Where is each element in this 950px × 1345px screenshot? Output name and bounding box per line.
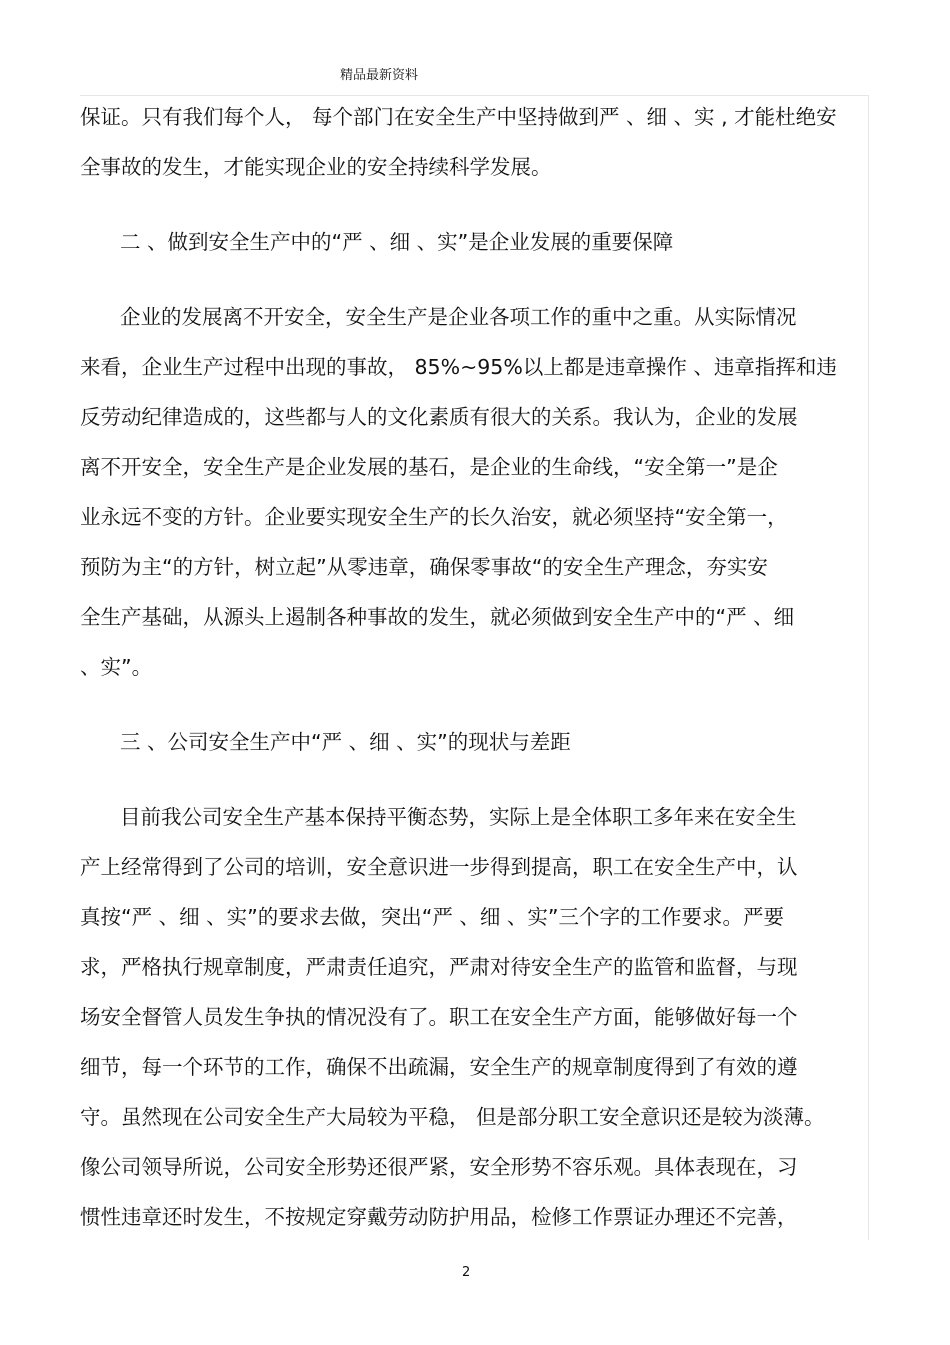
text-line: 全事故的发生，才能实现企业的安全持续科学发展。: [80, 155, 552, 179]
page-number: 2: [462, 1265, 471, 1280]
text-line: 守。虽然现在公司安全生产大局较为平稳， 但是部分职工安全意识还是较为淡薄。: [80, 1105, 825, 1129]
text-line: 离不开安全，安全生产是企业发展的基石，是企业的生命线，“安全第一”是企: [80, 455, 778, 479]
section-heading: 二 、做到安全生产中的“严 、细 、实”是企业发展的重要保障: [120, 230, 674, 254]
text-line: 、实”。: [80, 655, 153, 679]
text-line: 预防为主“的方针，树立起”从零违章，确保零事故“的安全生产理念，夯实安: [80, 555, 768, 579]
page-frame-right-border: [868, 95, 869, 1240]
text-line: 真按“严 、细 、实”的要求去做，突出“严 、细 、实”三个字的工作要求。严要: [80, 905, 785, 929]
text-line: 目前我公司安全生产基本保持平衡态势，实际上是全体职工多年来在安全生: [120, 805, 797, 829]
text-line: 惯性违章还时发生，不按规定穿戴劳动防护用品，检修工作票证办理还不完善，: [80, 1205, 798, 1229]
text-line: 企业的发展离不开安全，安全生产是企业各项工作的重中之重。从实际情况: [120, 305, 797, 329]
text-line: 反劳动纪律造成的，这些都与人的文化素质有很大的关系。我认为，企业的发展: [80, 405, 798, 429]
text-line: 产上经常得到了公司的培训，安全意识进一步得到提高，职工在安全生产中，认: [80, 855, 798, 879]
text-line: 来看，企业生产过程中出现的事故， 85%~95%以上都是违章操作 、违章指挥和违: [80, 355, 837, 379]
text-line: 场安全督管人员发生争执的情况没有了。职工在安全生产方面，能够做好每一个: [80, 1005, 798, 1029]
page-frame-top-border: [80, 95, 869, 96]
text-line: 业永远不变的方针。企业要实现安全生产的长久治安，就必须坚持“安全第一，: [80, 505, 788, 529]
page-header-label: 精品最新资料: [340, 68, 419, 83]
text-line: 像公司领导所说，公司安全形势还很严紧，安全形势不容乐观。具体表现在，习: [80, 1155, 798, 1179]
section-heading: 三 、公司安全生产中“严 、细 、实”的现状与差距: [120, 730, 571, 754]
text-line: 求，严格执行规章制度，严肃责任追究，严肃对待安全生产的监管和监督，与现: [80, 955, 798, 979]
text-line: 保证。只有我们每个人， 每个部门在安全生产中坚持做到严 、细 、实 , 才能杜绝安: [80, 105, 837, 129]
text-line: 细节，每一个环节的工作，确保不出疏漏，安全生产的规章制度得到了有效的遵: [80, 1055, 798, 1079]
text-line: 全生产基础，从源头上遏制各种事故的发生，就必须做到安全生产中的“严 、细: [80, 605, 795, 629]
